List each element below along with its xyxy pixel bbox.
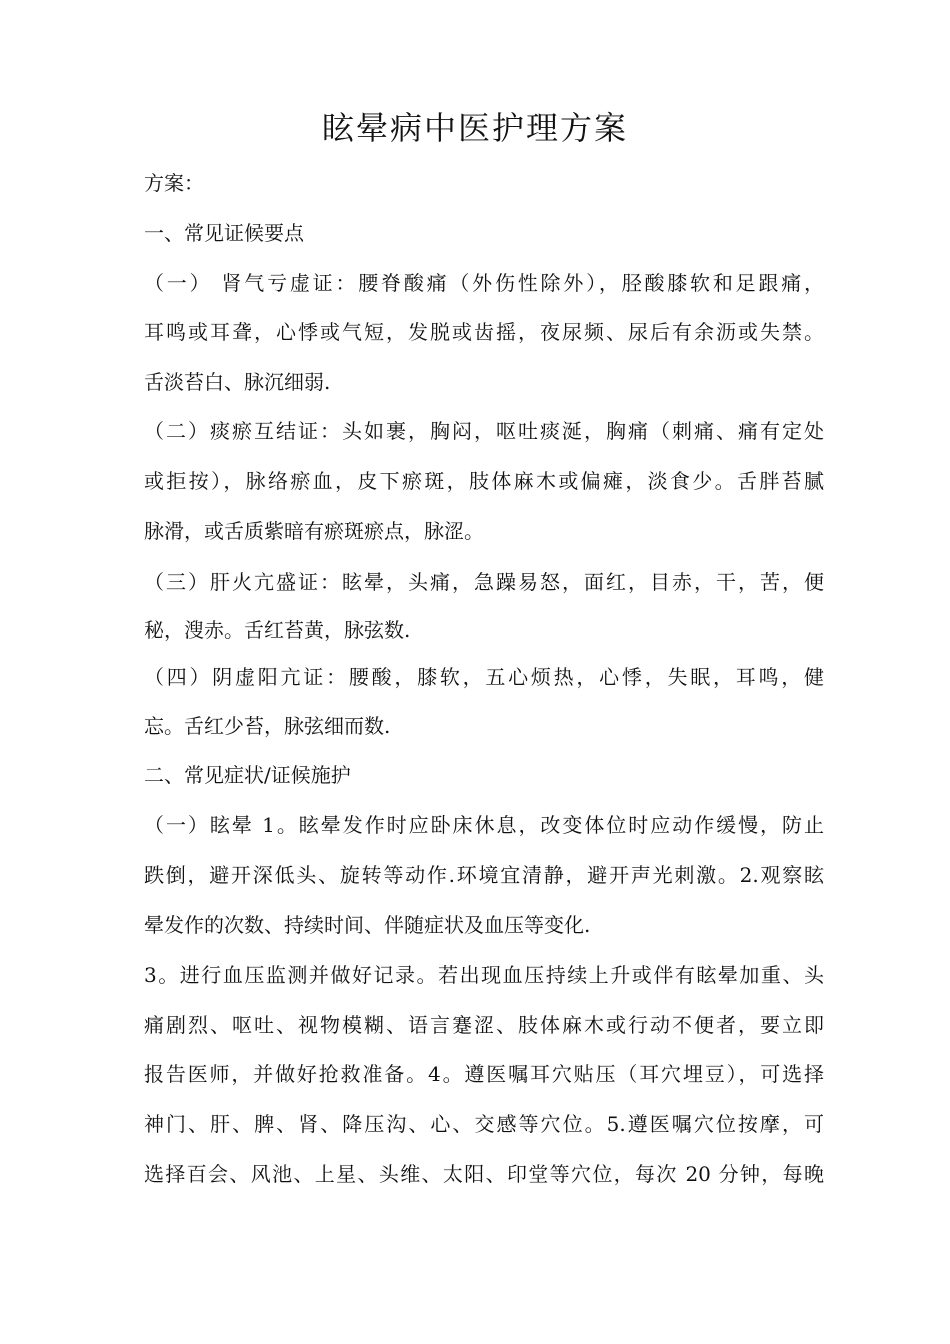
document-title: 眩晕病中医护理方案	[321, 109, 628, 147]
paragraph-line: 秘，溲赤。舌红苔黄，脉弦数.	[144, 618, 411, 642]
paragraph-line: 跌倒，避开深低头、旋转等动作.环境宜清静，避开声光刺激。2.观察眩	[144, 863, 824, 887]
section-heading-2: 二、常见症状/证候施护	[144, 763, 351, 787]
paragraph-line: 舌淡苔白、脉沉细弱.	[144, 370, 331, 394]
paragraph-line: 3。进行血压监测并做好记录。若出现血压持续上升或伴有眩晕加重、头	[144, 963, 824, 987]
paragraph-line: 耳鸣或耳聋，心悸或气短，发脱或齿摇，夜尿频、尿后有余沥或失禁。	[144, 320, 824, 344]
paragraph-line: 神门、肝、脾、肾、降压沟、心、交感等穴位。5.遵医嘱穴位按摩，可	[144, 1112, 824, 1136]
paragraph-line: 脉滑，或舌质紫暗有瘀斑瘀点，脉涩。	[144, 519, 484, 543]
scheme-label: 方案：	[144, 171, 204, 195]
paragraph-line: 或拒按），脉络瘀血，皮下瘀斑，肢体麻木或偏瘫，淡食少。舌胖苔腻	[144, 469, 824, 493]
paragraph-line: 痛剧烈、呕吐、视物模糊、语言蹇涩、肢体麻木或行动不便者，要立即	[144, 1013, 824, 1037]
paragraph-line: 忘。舌红少苔，脉弦细而数.	[144, 714, 391, 738]
paragraph-line: 晕发作的次数、持续时间、伴随症状及血压等变化.	[144, 913, 591, 937]
paragraph-line: （二）痰瘀互结证：头如裹，胸闷，呕吐痰涎，胸痛（刺痛、痛有定处	[144, 419, 824, 443]
paragraph-line: （四）阴虚阳亢证：腰酸，膝软，五心烦热，心悸，失眠，耳鸣，健	[144, 665, 824, 689]
section-heading-1: 一、常见证候要点	[144, 221, 304, 245]
paragraph-line: 报告医师，并做好抢救准备。4。遵医嘱耳穴贴压（耳穴埋豆），可选择	[144, 1062, 824, 1086]
paragraph-line: （三）肝火亢盛证：眩晕，头痛，急躁易怒，面红，目赤，干，苦，便	[144, 570, 824, 594]
paragraph-line: （一） 肾气亏虚证：腰脊酸痛（外伤性除外），胫酸膝软和足跟痛，	[144, 271, 824, 295]
paragraph-line: 选择百会、风池、上星、头维、太阳、印堂等穴位，每次 20 分钟，每晚	[144, 1162, 824, 1186]
paragraph-line: （一）眩晕 1。眩晕发作时应卧床休息，改变体位时应动作缓慢，防止	[144, 813, 824, 837]
